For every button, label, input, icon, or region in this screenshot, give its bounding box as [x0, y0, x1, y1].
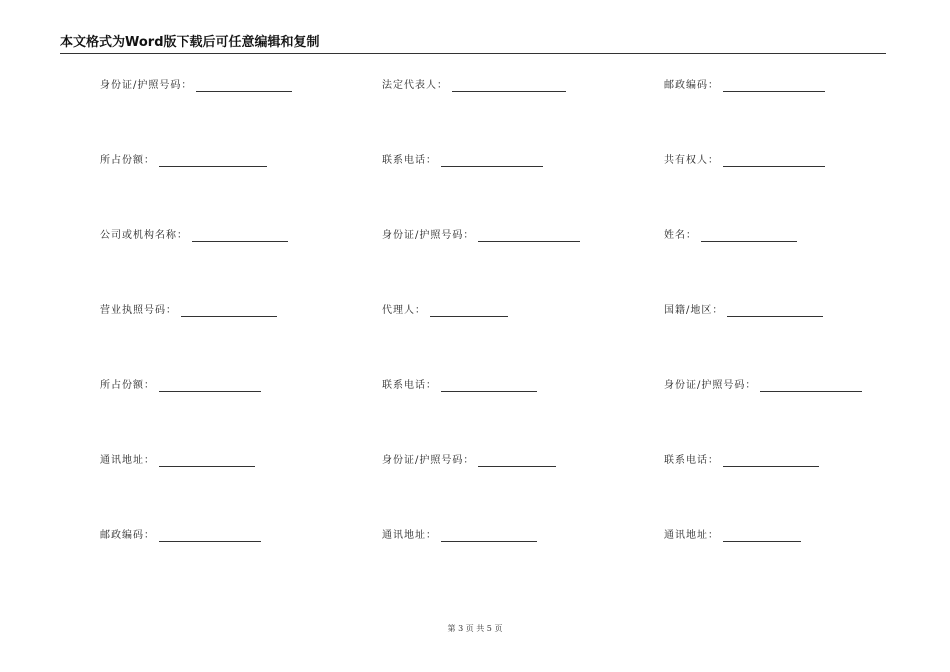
- field-label: 代理人：: [382, 305, 426, 316]
- field-label: 姓名：: [664, 230, 697, 241]
- form-field: [382, 80, 566, 92]
- fill-in-blank[interactable]: [478, 231, 580, 242]
- fill-in-blank[interactable]: [723, 456, 819, 467]
- header-title: 本文格式为Word版下载后可任意编辑和复制: [60, 35, 320, 50]
- form-field: [382, 305, 508, 317]
- fill-in-blank[interactable]: [723, 81, 825, 92]
- fill-in-blank[interactable]: [723, 156, 825, 167]
- form-field: [100, 455, 255, 467]
- form-field: [664, 230, 797, 242]
- fill-in-blank[interactable]: [430, 306, 508, 317]
- form-field: [664, 80, 825, 92]
- form-field: [100, 230, 288, 242]
- form-field: [100, 380, 261, 392]
- fill-in-blank[interactable]: [441, 531, 537, 542]
- field-label: 公司或机构名称：: [100, 230, 188, 241]
- page-header: [60, 36, 886, 54]
- fill-in-blank[interactable]: [196, 81, 292, 92]
- field-label: 邮政编码：: [664, 80, 719, 91]
- field-label: 通讯地址：: [100, 455, 155, 466]
- form-field: [664, 155, 825, 167]
- page-footer: [0, 623, 950, 634]
- fill-in-blank[interactable]: [727, 306, 823, 317]
- fill-in-blank[interactable]: [441, 381, 537, 392]
- fill-in-blank[interactable]: [181, 306, 277, 317]
- form-field: [382, 455, 556, 467]
- fill-in-blank[interactable]: [701, 231, 797, 242]
- fill-in-blank[interactable]: [441, 156, 543, 167]
- field-label: 通讯地址：: [664, 530, 719, 541]
- fill-in-blank[interactable]: [159, 381, 261, 392]
- form-field: [382, 380, 537, 392]
- fill-in-blank[interactable]: [192, 231, 288, 242]
- form-field: [382, 230, 580, 242]
- form-field: [100, 80, 292, 92]
- field-label: 身份证/护照号码：: [382, 230, 475, 241]
- form-field: [664, 530, 801, 542]
- fill-in-blank[interactable]: [159, 156, 267, 167]
- fill-in-blank[interactable]: [159, 531, 261, 542]
- field-label: 身份证/护照号码：: [382, 455, 475, 466]
- field-label: 法定代表人：: [382, 80, 448, 91]
- fill-in-blank[interactable]: [478, 456, 556, 467]
- field-label: 联系电话：: [382, 155, 437, 166]
- field-label: 通讯地址：: [382, 530, 437, 541]
- form-field: [664, 455, 819, 467]
- fill-in-blank[interactable]: [760, 381, 862, 392]
- field-label: 联系电话：: [382, 380, 437, 391]
- field-label: 身份证/护照号码：: [100, 80, 193, 91]
- field-label: 所占份额：: [100, 155, 155, 166]
- field-label: 营业执照号码：: [100, 305, 177, 316]
- form-field: [664, 380, 862, 392]
- field-label: 邮政编码：: [100, 530, 155, 541]
- fill-in-blank[interactable]: [159, 456, 255, 467]
- field-label: 身份证/护照号码：: [664, 380, 757, 391]
- field-label: 所占份额：: [100, 380, 155, 391]
- page-number: 第 3 页 共 5 页: [447, 624, 503, 633]
- form-field: [100, 155, 267, 167]
- form-field: [664, 305, 823, 317]
- form-field: [100, 305, 277, 317]
- form-field: [382, 530, 537, 542]
- form-field: [382, 155, 543, 167]
- field-label: 共有权人：: [664, 155, 719, 166]
- field-label: 国籍/地区：: [664, 305, 724, 316]
- fill-in-blank[interactable]: [452, 81, 566, 92]
- fill-in-blank[interactable]: [723, 531, 801, 542]
- field-label: 联系电话：: [664, 455, 719, 466]
- form-field: [100, 530, 261, 542]
